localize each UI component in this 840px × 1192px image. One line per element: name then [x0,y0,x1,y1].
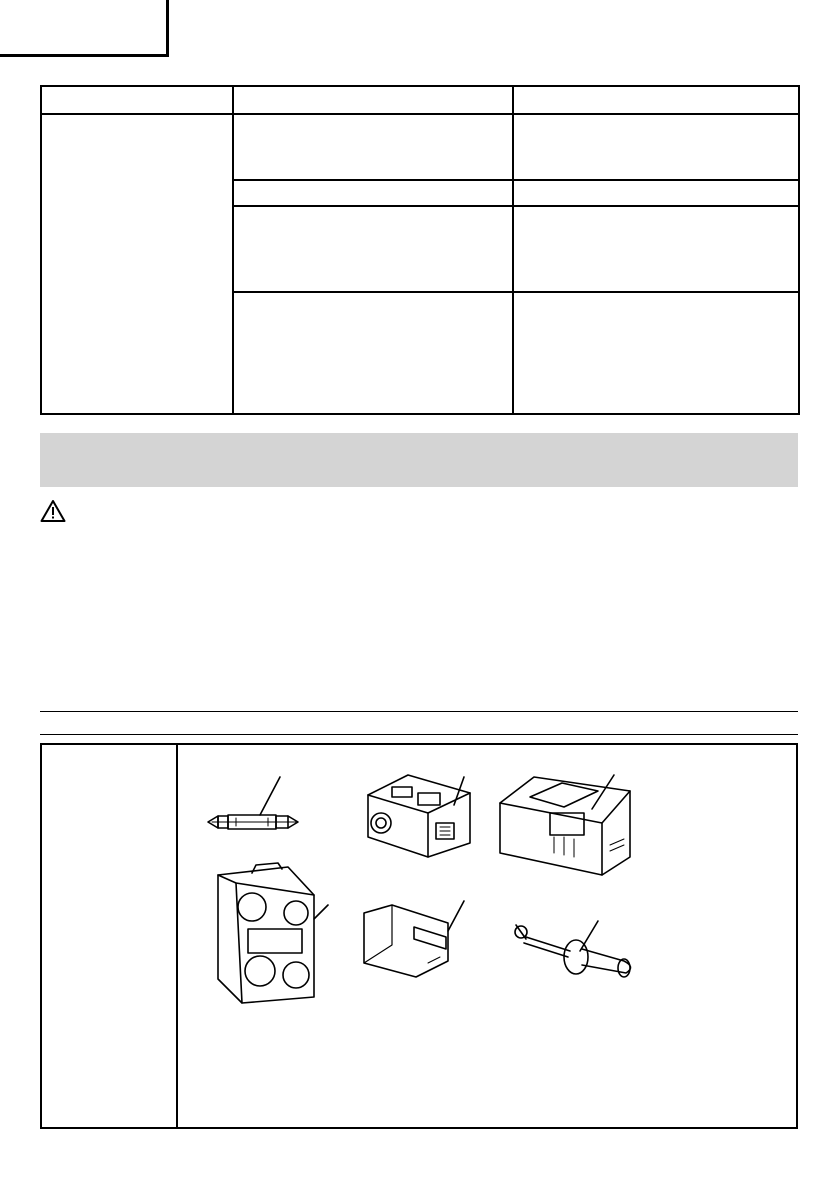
table-remedy-cell [513,292,799,414]
table-remedy-cell [513,206,799,292]
table-cause-cell [233,292,513,414]
section-rule-bottom [40,734,798,735]
table-cause-cell [233,180,513,206]
double-ended-bit-icon [208,777,298,829]
battery-charger-icon [500,775,630,875]
section-heading-band [40,433,798,487]
battery-cover-icon [364,901,464,977]
table-header-cell [513,86,799,114]
battery-pack-icon [368,775,470,857]
table-cause-cell [233,114,513,180]
page-corner-tab [0,0,169,57]
accessories-illustration [178,765,658,1015]
table-symptom-cell [41,114,233,414]
side-handle-icon [515,921,631,977]
table-header-row [41,86,799,114]
table-row [41,114,799,180]
troubleshooting-table [40,85,800,415]
section-rule-top [40,711,798,712]
table-header-cell [233,86,513,114]
table-header-cell [41,86,233,114]
table-cause-cell [233,206,513,292]
carrying-case-icon [218,863,328,1003]
warning-triangle-icon [40,499,66,523]
table-remedy-cell [513,114,799,180]
table-remedy-cell [513,180,799,206]
